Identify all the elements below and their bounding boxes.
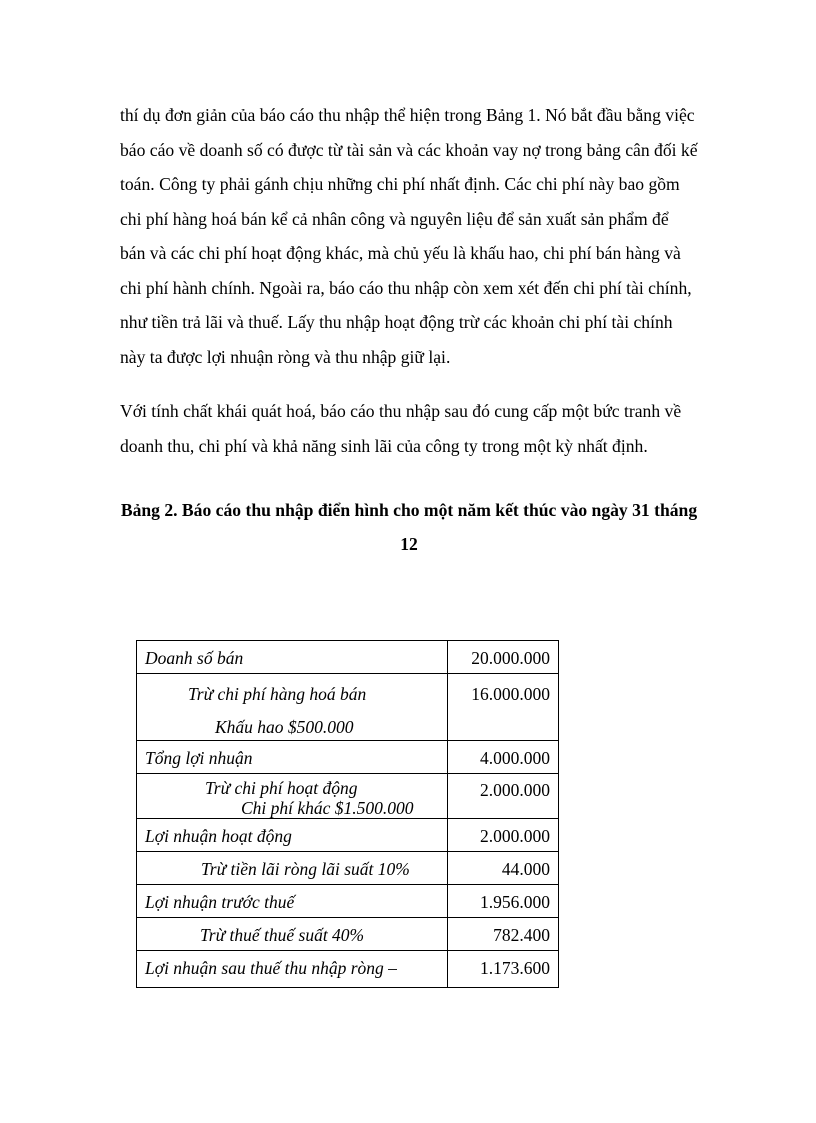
row-label: Doanh số bán — [137, 641, 448, 674]
paragraph-income-statement: thí dụ đơn giản của báo cáo thu nhập thể hiện trong Bảng 1. Nó bắt đầu bằng việc báo cáo về doanh số có được từ tài sản và các khoản vay nợ trong bảng cân đối kế toán. Công ty phải gánh chịu những chi phí nhất định. Các chi phí này bao gồm chi phí hàng hoá bán kể cả nhân công và nguyên liệu để sản xuất sản phẩm để bán và các chi phí hoạt động khác, mà chủ yếu là khấu hao, chi phí bán hàng và chi phí hành chính. Ngoài ra, báo cáo thu nhập còn xem xét đến chi phí tài chính, như tiền trả lãi và thuế. Lấy thu nhập hoạt động trừ các khoản chi phí tài chính này ta được lợi nhuận ròng và thu nhập giữ lại. — [120, 105, 698, 367]
paragraph-summary: Với tính chất khái quát hoá, báo cáo thu nhập sau đó cung cấp một bức tranh về doanh thu, chi phí và khả năng sinh lãi của công ty trong một kỳ nhất định. — [120, 401, 682, 456]
income-statement-table — [136, 640, 559, 988]
row-label: Trừ chi phí hoạt động Chi phí khác $1.500.000 — [137, 774, 448, 819]
row-value: 44.000 — [448, 852, 559, 885]
row-value: 2.000.000 — [448, 774, 559, 819]
table-row — [137, 885, 559, 918]
row-label: Lợi nhuận hoạt động — [137, 819, 448, 852]
document-body — [120, 98, 698, 561]
table-row — [137, 852, 559, 885]
table-row — [137, 819, 559, 852]
row-value: 1.956.000 — [448, 885, 559, 918]
row-value: 2.000.000 — [448, 819, 559, 852]
row-label: Trừ chi phí hàng hoá bán Khấu hao $500.000 — [137, 674, 448, 741]
row-label: Trừ thuế thuế suất 40% — [137, 918, 448, 951]
row-label: Lợi nhuận sau thuế thu nhập ròng – — [137, 951, 448, 988]
table-row — [137, 674, 559, 741]
row-sublabel: Khấu hao $500.000 — [215, 717, 354, 737]
row-value: 16.000.000 — [448, 674, 559, 741]
table-row — [137, 918, 559, 951]
row-value: 20.000.000 — [448, 641, 559, 674]
row-value: 782.400 — [448, 918, 559, 951]
row-label: Trừ tiền lãi ròng lãi suất 10% — [137, 852, 448, 885]
table-row — [137, 774, 559, 819]
row-sublabel: Chi phí khác $1.500.000 — [241, 798, 414, 818]
table-row — [137, 741, 559, 774]
row-value: 1.173.600 — [448, 951, 559, 988]
table-row — [137, 641, 559, 674]
row-label: Tổng lợi nhuận — [137, 741, 448, 774]
row-label: Lợi nhuận trước thuế — [137, 885, 448, 918]
table-caption: Bảng 2. Báo cáo thu nhập điển hình cho một năm kết thúc vào ngày 31 tháng 12 — [120, 500, 698, 554]
row-value: 4.000.000 — [448, 741, 559, 774]
table-row — [137, 951, 559, 988]
